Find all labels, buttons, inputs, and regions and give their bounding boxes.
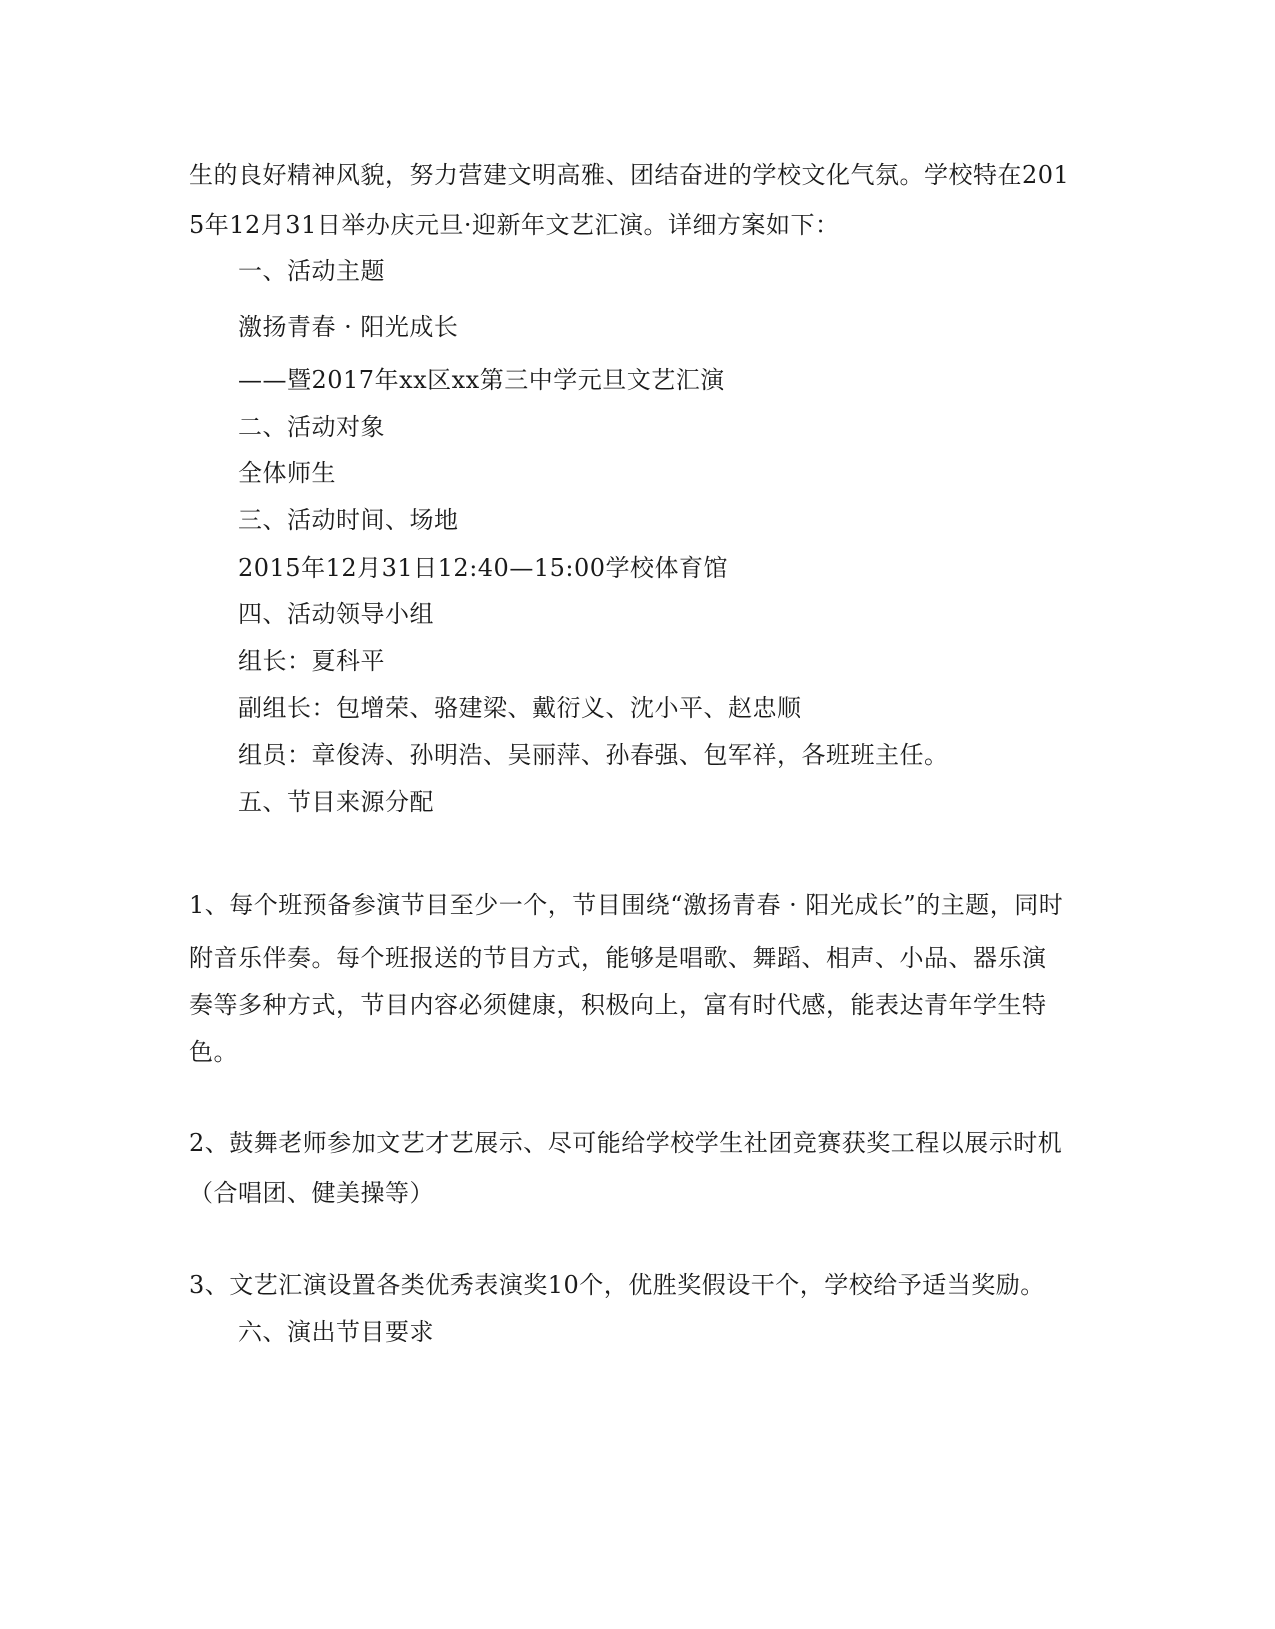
item-2-line-2: （合唱团、健美操等）: [189, 1179, 434, 1207]
audience-text: 全体师生: [238, 459, 336, 487]
item-1-line-4: 色。: [189, 1038, 238, 1066]
item-3-text: 3、文艺汇演设置各类优秀表演奖10个，优胜奖假设干个，学校给予适当奖励。: [189, 1271, 1045, 1299]
section-4-heading: 四、活动领导小组: [238, 600, 434, 628]
theme-title: 激扬青春 · 阳光成长: [238, 313, 459, 341]
time-place-text: 2015年12月31日12:40—15:00学校体育馆: [238, 554, 728, 582]
section-2-heading: 二、活动对象: [238, 413, 385, 441]
item-1-line-2: 附音乐伴奏。每个班报送的节目方式，能够是唱歌、舞蹈、相声、小品、器乐演: [189, 944, 1047, 972]
item-1-line-1: 1、每个班预备参演节目至少一个，节目围绕“激扬青春 · 阳光成长”的主题，同时: [189, 891, 1064, 919]
section-1-heading: 一、活动主题: [238, 257, 385, 285]
item-1-line-3: 奏等多种方式，节目内容必须健康，积极向上，富有时代感，能表达青年学生特: [189, 991, 1047, 1019]
intro-line-1: 生的良好精神风貌，努力营建文明高雅、团结奋进的学校文化气氛。学校特在201: [189, 161, 1070, 189]
section-5-heading: 五、节目来源分配: [238, 788, 434, 816]
intro-line-2: 5年12月31日举办庆元旦·迎新年文艺汇演。详细方案如下：: [189, 211, 840, 239]
theme-subtitle: ——暨2017年xx区xx第三中学元旦文艺汇演: [238, 366, 725, 394]
leader-text: 组长：夏科平: [238, 647, 385, 675]
members-text: 组员：章俊涛、孙明浩、吴丽萍、孙春强、包军祥，各班班主任。: [238, 741, 949, 769]
section-6-heading: 六、演出节目要求: [238, 1318, 434, 1346]
section-3-heading: 三、活动时间、场地: [238, 506, 459, 534]
deputy-leaders-text: 副组长：包增荣、骆建梁、戴衍义、沈小平、赵忠顺: [238, 694, 802, 722]
item-2-line-1: 2、鼓舞老师参加文艺才艺展示、尽可能给学校学生社团竞赛获奖工程以展示时机: [189, 1129, 1063, 1157]
